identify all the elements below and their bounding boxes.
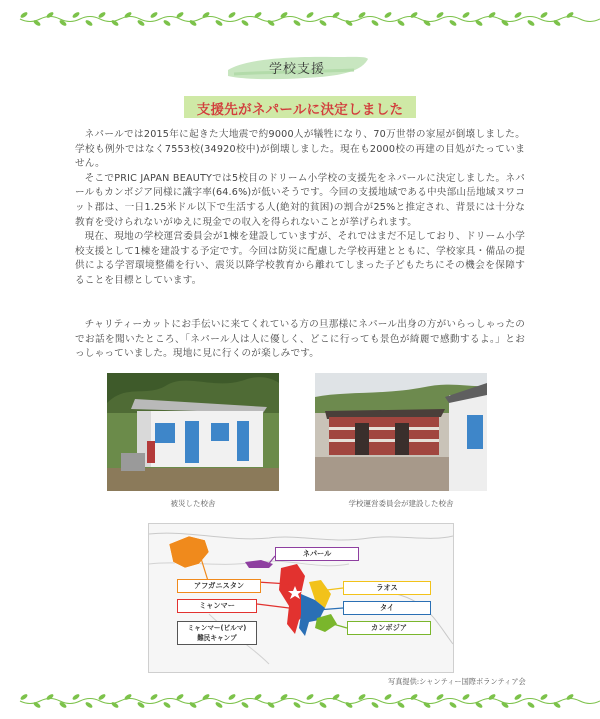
leaf-icon [306, 693, 315, 701]
leaf-icon [20, 11, 29, 19]
leaf-icon [85, 19, 94, 27]
leaf-icon [267, 701, 276, 709]
label-thailand: タイ [343, 601, 431, 615]
leaf-icon [46, 11, 55, 19]
article-extra [75, 318, 525, 362]
leaf-icon [488, 11, 497, 19]
leaf-icon [241, 19, 250, 27]
leaf-icon [306, 11, 315, 19]
asia-map [148, 523, 454, 673]
leaf-icon [345, 701, 354, 709]
leaf-icon [98, 693, 107, 701]
caption-new: 学校運営委員会が建設した校舎 [348, 499, 454, 508]
paragraph-1: ネパールでは2015年に起きた大地震で約9000人が犠牲になり、70万世帯の家屋が倒壊しました。学校も例外ではなく7553校(34920校中)が倒壊しました。現在も2000校の再建の目処がたっていません。 [75, 129, 525, 170]
label-cambodia: カンボジア [347, 621, 431, 635]
leaf-icon [267, 19, 276, 27]
leaf-icon [241, 701, 250, 709]
label-nepal: ネパール [275, 547, 359, 561]
leaf-icon [20, 693, 29, 701]
leaf-icon [124, 693, 133, 701]
leaf-icon [150, 693, 159, 701]
leaf-icon [527, 701, 536, 709]
label-afghanistan: アフガニスタン [177, 579, 261, 593]
leaf-icon [72, 11, 81, 19]
leaf-icon [514, 11, 523, 19]
paragraph-3: 現在、現地の学校運営委員会が1棟を建設していますが、それではまだ不足しており、ドリーム小学校支援として1棟を建設する予定です。今回は防災に配慮した学校再建とともに、学校家具・備品の提供による学習環境整備を行い、震災以降学校教育から離れてしまった子どもたちにその機会を保障することを目標としています。 [75, 231, 525, 286]
leaf-icon [163, 19, 172, 27]
headline-text: 支援先がネパールに決定しました [196, 102, 404, 118]
leaf-icon [527, 19, 536, 27]
leaf-icon [449, 19, 458, 27]
leaf-icon [319, 19, 328, 27]
leaf-icon [371, 19, 380, 27]
leaf-icon [566, 11, 575, 19]
section-tab-label: 学校支援 [268, 62, 325, 77]
vine-leaves [20, 11, 600, 27]
photo-credit: 写真提供:シャンティー国際ボランティア会 [388, 677, 526, 686]
leaf-icon [462, 693, 471, 701]
leaf-icon [462, 11, 471, 19]
leaf-icon [384, 11, 393, 19]
leaf-icon [72, 693, 81, 701]
bottom-vine-border [0, 690, 600, 712]
leaf-icon [124, 11, 133, 19]
leaf-icon [540, 693, 549, 701]
leaf-icon [319, 701, 328, 709]
leaf-icon [163, 701, 172, 709]
label-myanmar: ミャンマー [177, 599, 257, 613]
label-laos: ラオス [343, 581, 431, 595]
leaf-icon [98, 11, 107, 19]
leaf-icon [449, 701, 458, 709]
label-refugee-camp: ミャンマー(ビルマ) 難民キャンプ [177, 621, 257, 645]
leaf-icon [85, 701, 94, 709]
paragraph-2: そこでPRIC JAPAN BEAUTYでは5校目のドリーム小学校の支援先をネパールに決定しました。ネパールもカンボジア同様に識字率(64.6%)が低いそうです。今回の支援地域である中央部山岳地域ヌワコット郡は、一日1.25米ドル以下で生活する人(絶対的貧困)の割合が25%と推定され、背景には十分な教育を受けられないがゆえに現金での収入を得られないことが挙げられます。 [75, 172, 525, 228]
damaged-school-photo [107, 373, 279, 491]
paragraph-4: チャリティーカットにお手伝いに来てくれている方の旦那様にネパール出身の方がいらっしゃったのでお話を聞いたところ、「ネパール人は人に優しく、どこに行っても景色が綺麗で感動するよ。」とおっしゃっていました。現地に見に行くのが楽しみです。 [75, 319, 525, 360]
leaf-icon [228, 11, 237, 19]
vine-leaves [20, 693, 600, 709]
caption-damaged: 被災した校舎 [170, 499, 216, 508]
leaf-icon [540, 11, 549, 19]
top-vine-border [0, 8, 600, 30]
leaf-icon [514, 693, 523, 701]
leaf-icon [293, 19, 302, 27]
leaf-icon [345, 19, 354, 27]
section-tab [224, 52, 370, 82]
article-body [75, 128, 525, 289]
leaf-icon [371, 701, 380, 709]
leaf-icon [293, 701, 302, 709]
leaf-icon [228, 693, 237, 701]
leaf-icon [384, 693, 393, 701]
leaf-icon [488, 693, 497, 701]
leaf-icon [566, 693, 575, 701]
leaf-icon [46, 693, 55, 701]
leaf-icon [150, 11, 159, 19]
new-school-photo [315, 373, 487, 491]
headline-banner [184, 96, 416, 118]
